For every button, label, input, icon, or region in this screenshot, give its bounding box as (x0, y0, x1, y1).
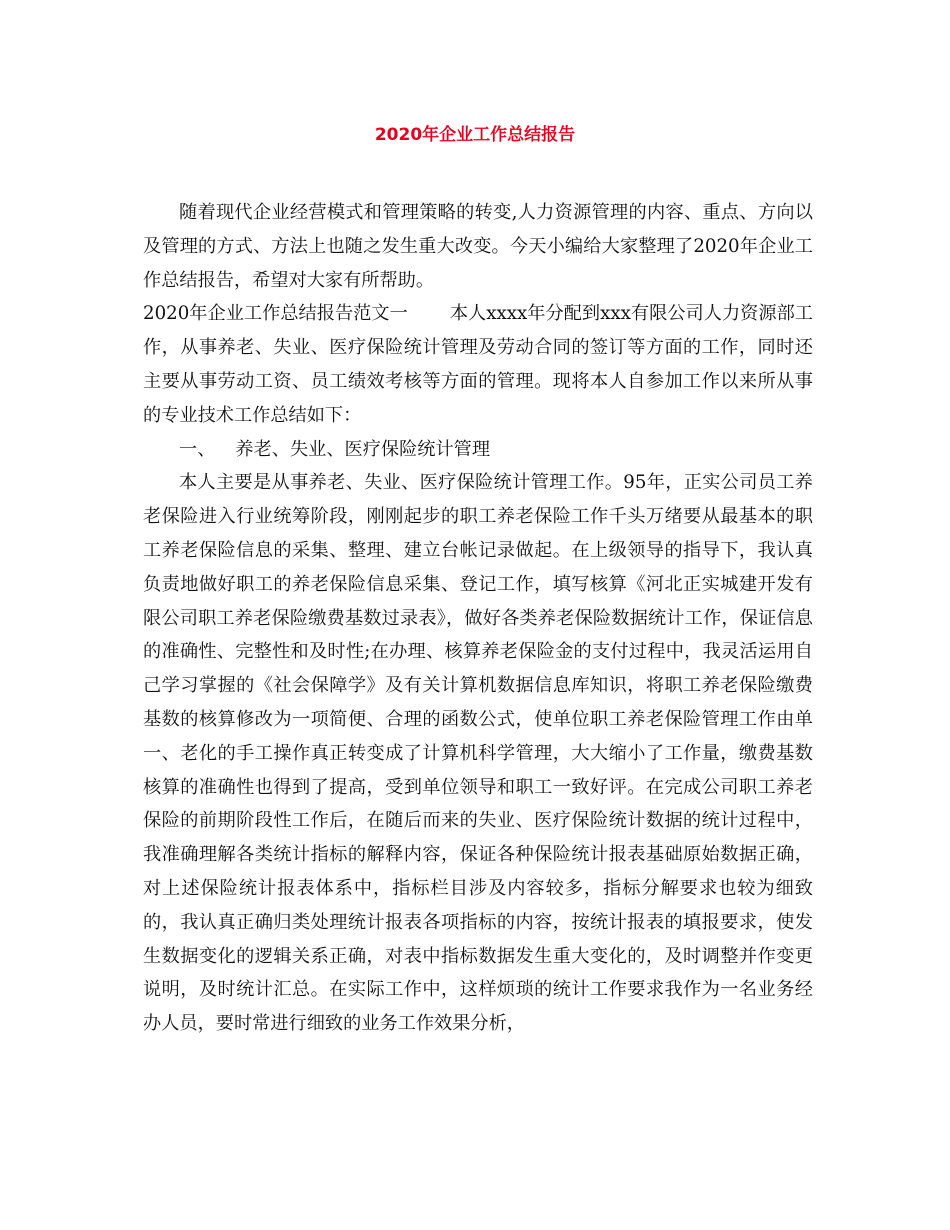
document-title: 2020年企业工作总结报告 (374, 125, 576, 145)
section-body-paragraph: 本人主要是从事养老、失业、医疗保险统计管理工作。95年，正实公司员工养老保险进入行业统筹阶段，刚刚起步的职工养老保险工作千头万绪要从最基本的职工养老保险信息的采集、整理、建立台帐记录做起。在上级领导的指导下，我认真负责地做好职工的养老保险信息采集、登记工作，填写核算《河北正实城建开发有限公司职工养老保险缴费基数过录表》，做好各类养老保险数据统计工作，保证信息的准确性、完整性和及时性;在办理、核算养老保险金的支付过程中，我灵活运用自己学习掌握的《社会保障学》及有关计算机数据信息库知识，将职工养老保险缴费基数的核算修改为一项简便、合理的函数公式，使单位职工养老保险管理工作由单一、老化的手工操作真正转变成了计算机科学管理，大大缩小了工作量，缴费基数核算的准确性也得到了提高，受到单位领导和职工一致好评。在完成公司职工养老保险的前期阶段性工作后，在随后而来的失业、医疗保险统计数据的统计过程中，我准确理解各类统计指标的解释内容，保证各种保险统计报表基础原始数据正确，对上述保险统计报表体系中，指标栏目涉及内容较多，指标分解要求也较为细致的，我认真正确归类处理统计报表各项指标的内容，按统计报表的填报要求，使发生数据变化的逻辑关系正确，对表中指标数据发生重大变化的，及时调整并作变更说明，及时统计汇总。在实际工作中，这样烦琐的统计工作要求我作为一名业务经办人员，要时常进行细致的业务工作效果分析， (143, 472, 813, 1035)
section-number: 一、 (179, 438, 216, 460)
section-title: 养老、失业、医疗保险统计管理 (235, 438, 491, 460)
sample-heading: 2020年企业工作总结报告范文一 (143, 303, 408, 325)
section-heading (143, 433, 813, 467)
document-body (143, 196, 813, 1041)
intro-paragraph: 随着现代企业经营模式和管理策略的转变,人力资源管理的内容、重点、方向以及管理的方式、方法上也随之发生重大改变。今天小编给大家整理了2020年企业工作总结报告，希望对大家有所帮助。 (143, 202, 813, 291)
sample-paragraph (143, 297, 813, 432)
sample-intro-text: 本人xxxx年分配到xxx有限公司人力资源部工作，从事养老、失业、医疗保险统计管理及劳动合同的签订等方面的工作，同时还主要从事劳动工资、员工绩效考核等方面的管理。现将本人自参加工作以来所从事的专业技术工作总结如下： (143, 303, 813, 426)
